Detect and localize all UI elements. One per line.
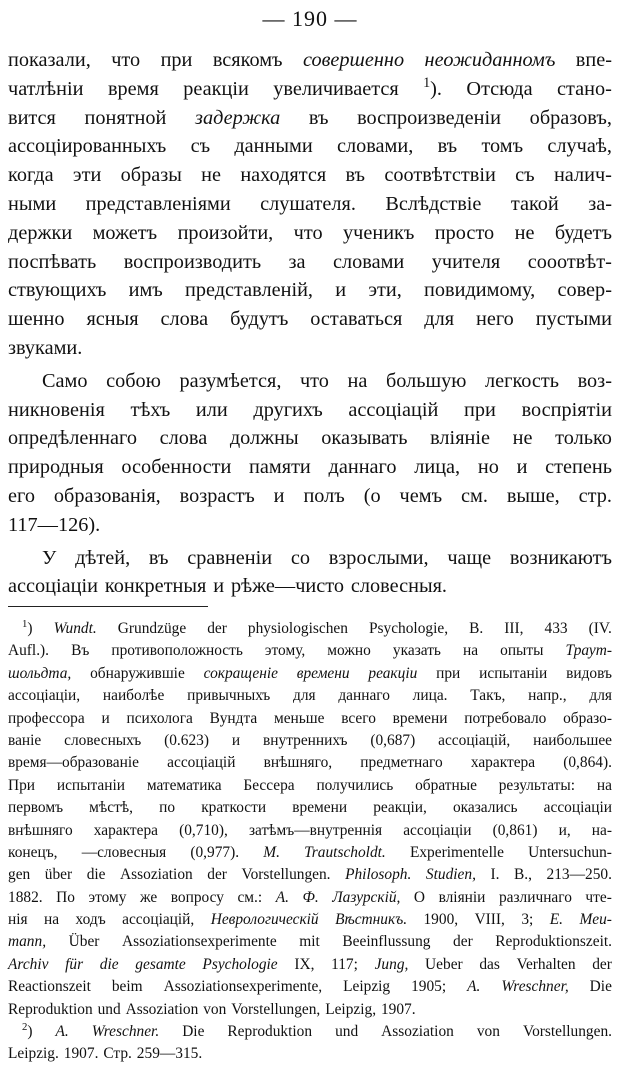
footnote-line: Reproduktion und Assoziation von Vorstellungen, Leipzig, 1907. — [8, 1000, 416, 1018]
main-text — [8, 46, 612, 601]
footnote-line: 1882. По этому же вопросу см.: А. Ф. Лазурскій, О вліяніи различнаго чте- — [8, 888, 612, 906]
text-line: опредѣленнаго слова должны оказывать вліяніе не только — [8, 427, 612, 450]
footnote-line: При испытаніи математика Бессера получились обратные результаты: на — [8, 776, 612, 794]
text-line: его образованія, возрастъ и полъ (о чемъ см. выше, стр. — [8, 484, 612, 507]
text-line: никновенія тѣхъ или другихъ ассоціацій при воспріятіи — [8, 398, 612, 421]
text-line: ными представленіями слушателя. Вслѣдствіе такой за- — [8, 192, 612, 215]
text-line: ассоціированныхъ съ данными словами, въ томъ случаѣ, — [8, 135, 612, 158]
footnote-line: Aufl.). Въ противоположность этому, можно указать на опыты Траут- — [8, 642, 612, 660]
footnote-line: время—образованіе ассоціацій внѣшняго, предметнаго характера (0,864). — [8, 754, 612, 772]
text-line: природныя особенности памяти даннаго лица, но и степень — [8, 456, 612, 479]
text-line: шенно ясныя слова будутъ оставаться для него пустыми — [8, 308, 612, 331]
footnotes — [8, 618, 612, 1066]
text-line: вится понятной задержка въ воспроизведеніи образовъ, — [8, 106, 612, 129]
footnote-divider — [8, 606, 208, 607]
text-line: 117—126). — [8, 513, 101, 536]
footnote-line: $^2$) A. Wreschner. Die Reproduktion und Assoziation von Vorstellungen. — [22, 1020, 612, 1041]
text-line: У дѣтей, въ сравненіи со взрослыми, чаще возникаютъ — [42, 546, 612, 569]
footnote-line: ваніе словесныхъ (0.623) и внутреннихъ (0,687) ассоціацій, наибольшее — [8, 731, 612, 749]
footnote-line: Archiv für die gesamte Psychologie IX, 117; Jung, Ueber das Verhalten der — [8, 955, 612, 973]
text-line: держки можетъ произойти, что ученикъ просто не будетъ — [8, 221, 612, 244]
text-line: звуками. — [8, 336, 83, 359]
text-line: Само собою разумѣется, что на большую легкость воз- — [42, 369, 612, 392]
footnote-line: mann, Über Assoziationsexperimente mit Beeinflussung der Reproduktionszeit. — [8, 933, 612, 951]
text-line: ствующихъ имъ представленій, и эти, повидимому, совер- — [8, 279, 612, 302]
footnote-line: gen über die Assoziation der Vorstellungen. Philosoph. Studien, I. B., 213—250. — [8, 866, 612, 884]
text-line: когда эти образы не находятся въ соотвѣтствіи съ налич- — [8, 164, 612, 187]
footnote-line: ассоціаціи, наиболѣе привычныхъ для даннаго лица. Такъ, напр., для — [8, 687, 612, 705]
footnote-line: Reactionszeit beim Assoziationsexperimente, Leipzig 1905; A. Wreschner, Die — [8, 978, 612, 996]
footnote-line: профессора и психолога Вундта меньше всего времени потребовало образо- — [8, 709, 612, 727]
text-line: показали, что при всякомъ совершенно неожиданномъ впе- — [8, 49, 612, 71]
footnote-line: Leipzig. 1907. Стр. 259—315. — [8, 1045, 203, 1063]
text-line: поспѣвать воспроизводить за словами учителя сооотвѣт- — [8, 250, 612, 273]
footnote-line: первомъ мѣстѣ, по краткости времени реакціи, оказались ассоціаціи — [8, 799, 612, 817]
text-line: ассоціаціи конкретныя и рѣже—чисто словесныя. — [8, 575, 447, 598]
text-line: чатлѣніи время реакціи увеличивается $^1$). Отсюда стано- — [8, 75, 612, 100]
footnote-line: внѣшняго характера (0,710), затѣмъ—внутреннія ассоціаціи (0,861) и, на- — [8, 821, 612, 839]
footnote-line: нія на ходъ ассоціацій, Неврологическій Вѣстникъ. 1900, VIII, 3; E. Meu- — [8, 911, 612, 929]
footnote-line: $^1$) Wundt. Grundzüge der physiologischen Psychologie, B. III, 433 (IV. — [22, 617, 612, 637]
footnote-line: шольдта, обнаружившіе сокращеніе времени реакціи при испытаніи видовъ — [8, 664, 612, 682]
page-number: — 190 — — [262, 6, 358, 31]
footnote-line: конецъ, —словесныя (0,977). M. Trautscholdt. Experimentelle Untersuchun- — [8, 843, 612, 861]
